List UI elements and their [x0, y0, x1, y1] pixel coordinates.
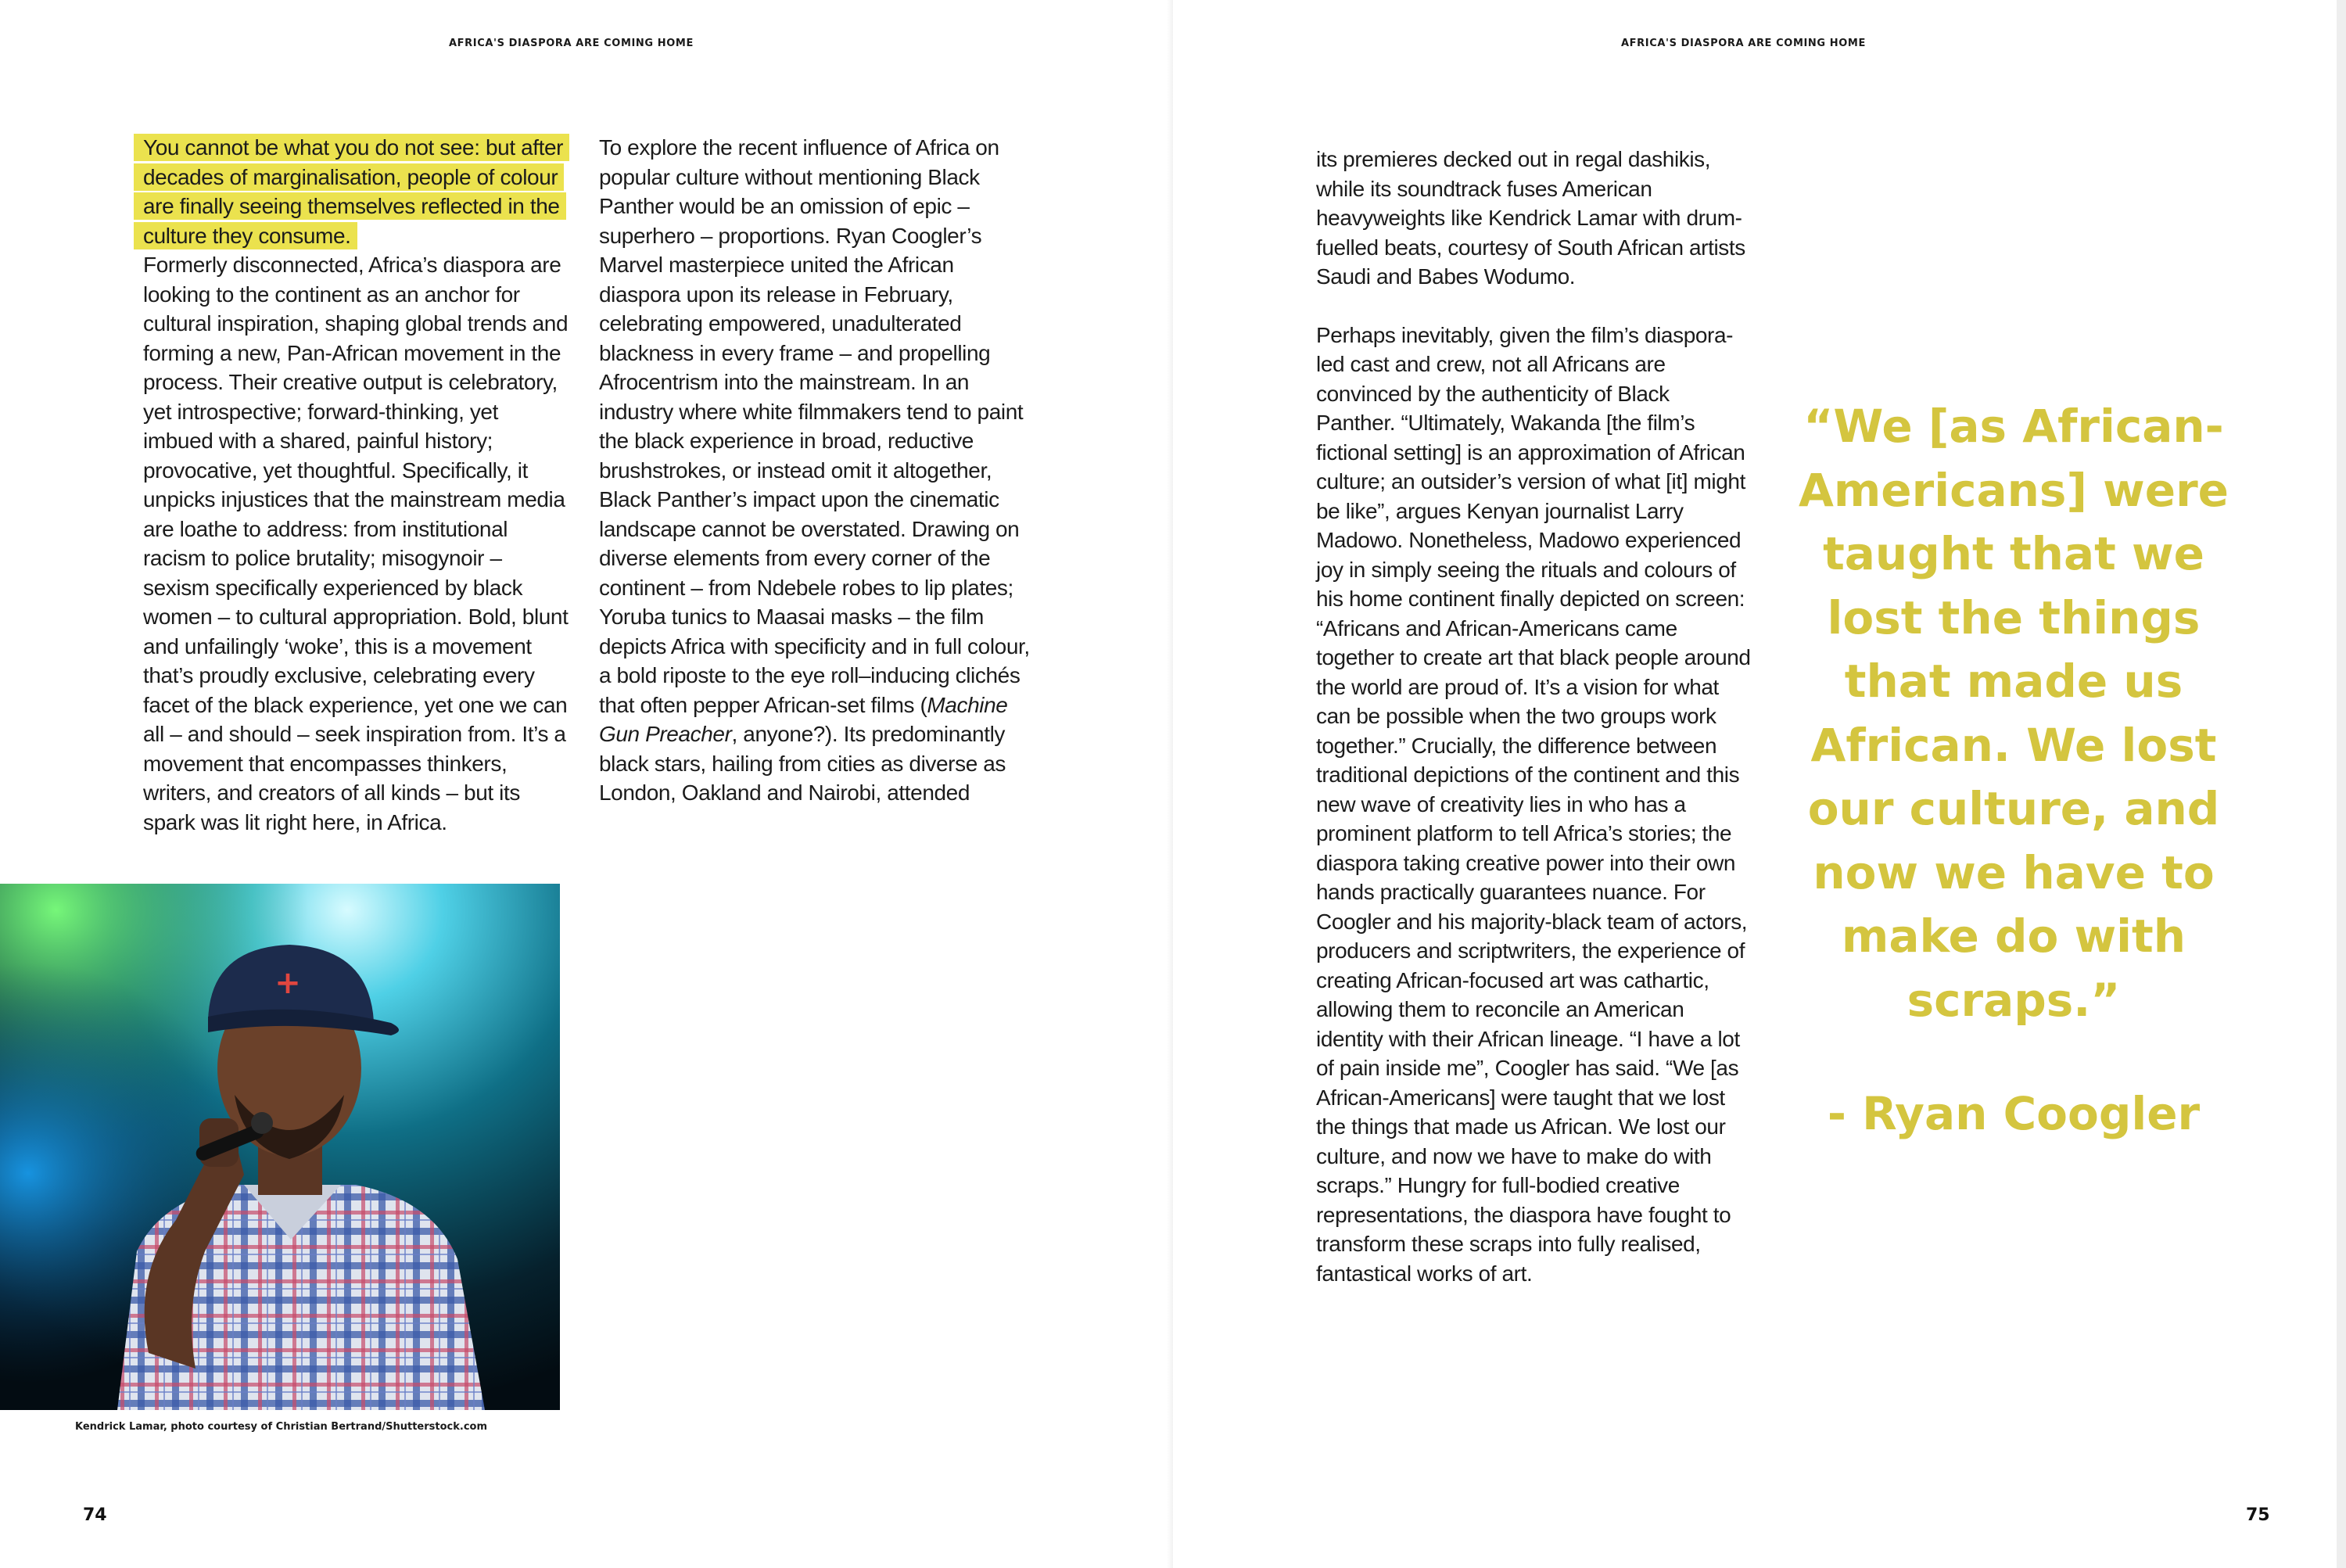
page-number-left: 74 — [83, 1505, 107, 1525]
pull-quote-line: Americans] were — [1798, 463, 2229, 517]
lede-highlight: You cannot be what you do not see: but after decades of marginalisation, people of colour are finally seeing themselves reflected in the culture they consume. — [143, 135, 564, 248]
body-column-2 — [599, 133, 1034, 808]
body-column-3 — [1316, 145, 1754, 1288]
svg-text:+: + — [274, 965, 301, 1001]
pull-quote-attribution: - Ryan Coogler — [1827, 1087, 2201, 1140]
kendrick-lamar-photo — [0, 884, 560, 1410]
page-edge — [2337, 0, 2346, 1568]
film-title-italic: Machine Gun Preacher — [599, 692, 1008, 746]
column-3-paragraph-1: its premieres decked out in regal dashikis, while its soundtrack fuses American heavyweights like Kendrick Lamar with drum-fuelled beats, courtesy of South African artists Saudi and Babes Wodumo. — [1316, 147, 1745, 289]
column-2-paragraph — [599, 133, 1034, 808]
performer-illustration — [0, 884, 560, 1410]
running-head-right: AFRICA'S DIASPORA ARE COMING HOME — [1621, 38, 1866, 49]
pull-quote-line: “We [as African- — [1803, 400, 2224, 453]
pull-quote-line: lost the things — [1827, 590, 2201, 644]
column-2-text-b: , anyone?). Its predominantly black stars, hailing from cities as diverse as London, Oakland and Nairobi, attended — [599, 722, 1006, 805]
page-number-right: 75 — [2246, 1505, 2270, 1525]
pull-quote-line: that made us — [1844, 655, 2183, 708]
pull-quote-line: our culture, and — [1807, 782, 2220, 835]
pull-quote-line: make do with — [1841, 910, 2186, 963]
pull-quote-line: scraps.” — [1907, 973, 2121, 1027]
column-2-text-a: To explore the recent influence of Africa on popular culture without mentioning Black Panther would be an omission of epic – superhero – proportions. Ryan Coogler’s Marvel masterpiece united the African diaspora upon its release in February, celebrating empowered, unadulterated blackness in every frame – and propelling Afrocentrism into the mainstream. In an industry where white filmmakers tend to paint the black experience in broad, reductive brushstrokes, or instead omit it altogether, Black Panther’s impact upon the cinematic landscape cannot be overstated. Drawing on diverse elements from every corner of the continent – from Ndebele robes to lip plates; Yoruba tunics to Maasai masks – the film depicts Africa with specificity and in full colour, a bold riposte to the eye roll–inducing clichés that often pepper African-set films ( — [599, 135, 1030, 717]
column-3-paragraph-2: Perhaps inevitably, given the film’s diaspora-led cast and crew, not all Africans are convinced by the authenticity of Black Panther. “Ultimately, Wakanda [the film’s fictional setting] is an approximation of African culture; an outsider’s version of what [it] might be like”, argues Kenyan journalist Larry Madowo. Nonetheless, Madowo experienced joy in simply seeing the rituals and colours of his home continent finally depicted on screen: “Africans and African-Americans came together to create art that black people around the world are proud of. It’s a vision for what can be possible when the two groups work together.” Crucially, the difference between traditional depictions of the continent and this new wave of creativity lies in who has a prominent platform to tell Africa’s stories; the diaspora taking creative power into their own hands practically guarantees nuance. For Coogler and his majority-black team of actors, producers and scriptwriters, the experience of creating African-focused art was cathartic, allowing them to reconcile an American identity with their African lineage. “I have a lot of pain inside me”, Coogler has said. “We [as African-Americans] were taught that we lost the things that made us African. We lost our culture, and now we have to make do with scraps.” Hungry for full-bodied creative representations, the diaspora have fought to transform these scraps into fully realised, fantastical works of art. — [1316, 322, 1751, 1286]
pull-quote-line: now we have to — [1813, 845, 2215, 899]
column-1-text: Formerly disconnected, Africa’s diaspora are looking to the continent as an anchor for cultural inspiration, shaping global trends and forming a new, Pan-African movement in the process. Their creative output is celebratory, yet introspective; forward-thinking, yet imbued with a shared, painful history; provocative, yet thoughtful. Specifically, it unpicks injustices that the mainstream media are loathe to address: from institutional racism to police brutality; misogynoir – sexism specifically experienced by black women – to cultural appropriation. Bold, blunt and unfailingly ‘woke’, this is a movement that’s proudly exclusive, celebrating every facet of the black experience, yet one we can all – and should – seek inspiration from. It’s a movement that encompasses thinkers, writers, and creators of all kinds – but its spark was lit right here, in Africa. — [143, 253, 569, 834]
body-column-1 — [143, 133, 573, 837]
pull-quote-line: African. We lost — [1810, 718, 2217, 772]
pull-quote-line: taught that we — [1823, 527, 2204, 580]
running-head-left: AFRICA'S DIASPORA ARE COMING HOME — [449, 38, 694, 49]
photo-caption: Kendrick Lamar, photo courtesy of Christian Bertrand/Shutterstock.com — [75, 1421, 488, 1433]
column-1-paragraph — [143, 133, 573, 837]
pull-quote — [1775, 395, 2252, 1032]
